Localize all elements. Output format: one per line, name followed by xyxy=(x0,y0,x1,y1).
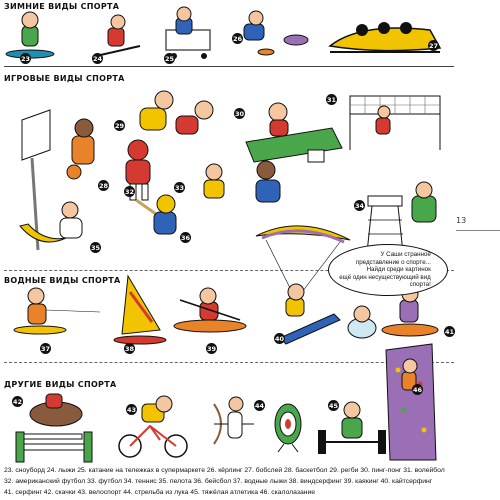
number-badge: 46 xyxy=(412,385,423,394)
volleyball-figure xyxy=(350,96,440,150)
ping-pong-figure xyxy=(246,103,342,162)
number-badge: 38 xyxy=(124,344,135,353)
page-number: 13 xyxy=(456,216,467,225)
section-title-water: ВОДНЫЕ ВИДЫ СПОРТА xyxy=(4,276,121,285)
football-figure xyxy=(204,161,280,202)
number-badge: 30 xyxy=(234,109,245,118)
curling-figure xyxy=(244,11,308,55)
bathing-figure xyxy=(348,306,376,338)
kite-surfer-figure xyxy=(280,284,340,344)
number-badge: 40 xyxy=(274,334,285,343)
weightlifting-figure xyxy=(318,402,386,454)
speech-bubble xyxy=(328,244,448,296)
number-badge: 27 xyxy=(428,41,439,50)
snowboarder-figure xyxy=(6,12,54,58)
number-badge: 42 xyxy=(12,397,23,406)
number-badge: 45 xyxy=(328,401,339,410)
archery-target xyxy=(275,404,301,452)
number-badge: 34 xyxy=(354,201,365,210)
water-ski-figure xyxy=(14,288,100,334)
bobsleigh-figure xyxy=(330,22,440,52)
pelota-figure xyxy=(20,202,82,242)
skier-figure xyxy=(96,15,140,56)
number-badge: 23 xyxy=(20,54,31,63)
horse-riding-figure xyxy=(16,394,92,462)
shopping-cart-figure xyxy=(166,7,210,59)
number-badge: 31 xyxy=(326,95,337,104)
windsurf-figure xyxy=(114,276,166,344)
speech-line: У Саши странное xyxy=(380,251,431,259)
number-badge: 44 xyxy=(254,401,265,410)
legend-line: 23. сноуборд 24. лыжи 25. катание на тележках в супермаркете 26. кёрлинг 27. бобслей 28. баскетбол 29. регби 30. пинг-понг 31. волейбол xyxy=(4,467,445,474)
number-badge: 28 xyxy=(98,181,109,190)
section-title-games: ИГРОВЫЕ ВИДЫ СПОРТА xyxy=(4,74,125,83)
archery-figure xyxy=(214,397,254,444)
legend-line: 41. серфинг 42. скачки 43. велоспорт 44. стрельба из лука 45. тяжёлая атлетика 46. скалолазание xyxy=(4,489,316,496)
baseball-figure xyxy=(136,195,176,234)
number-badge: 37 xyxy=(40,344,51,353)
number-badge: 29 xyxy=(114,121,125,130)
number-badge: 33 xyxy=(174,183,185,192)
number-badge: 24 xyxy=(92,54,103,63)
speech-line: спорта! xyxy=(409,281,431,289)
number-badge: 26 xyxy=(232,34,243,43)
number-badge: 41 xyxy=(444,327,455,336)
number-badge: 36 xyxy=(180,233,191,242)
number-badge: 25 xyxy=(164,54,175,63)
number-badge: 39 xyxy=(206,344,217,353)
speech-line: ещё один несуществующий вид xyxy=(339,273,431,281)
number-badge: 43 xyxy=(126,405,137,414)
section-title-winter: ЗИМНИЕ ВИДЫ СПОРТА xyxy=(4,2,120,11)
number-badge: 35 xyxy=(90,243,101,252)
number-badge: 32 xyxy=(124,187,135,196)
sports-legend xyxy=(4,465,474,498)
legend-line: 32. американский футбол 33. футбол 34. теннис 35. пелота 36. бейсбол 37. водные лыжи 38. виндсерфинг 39. каякинг 40. кайтсерфинг xyxy=(4,478,433,485)
speech-line: Найди среди картинок xyxy=(366,266,431,274)
speech-line: представление о спорте... xyxy=(355,258,431,266)
kayak-figure xyxy=(174,288,246,332)
section-title-other: ДРУГИЕ ВИДЫ СПОРТА xyxy=(4,380,117,389)
climbing-figure xyxy=(386,344,436,460)
rugby-figure xyxy=(140,91,213,134)
